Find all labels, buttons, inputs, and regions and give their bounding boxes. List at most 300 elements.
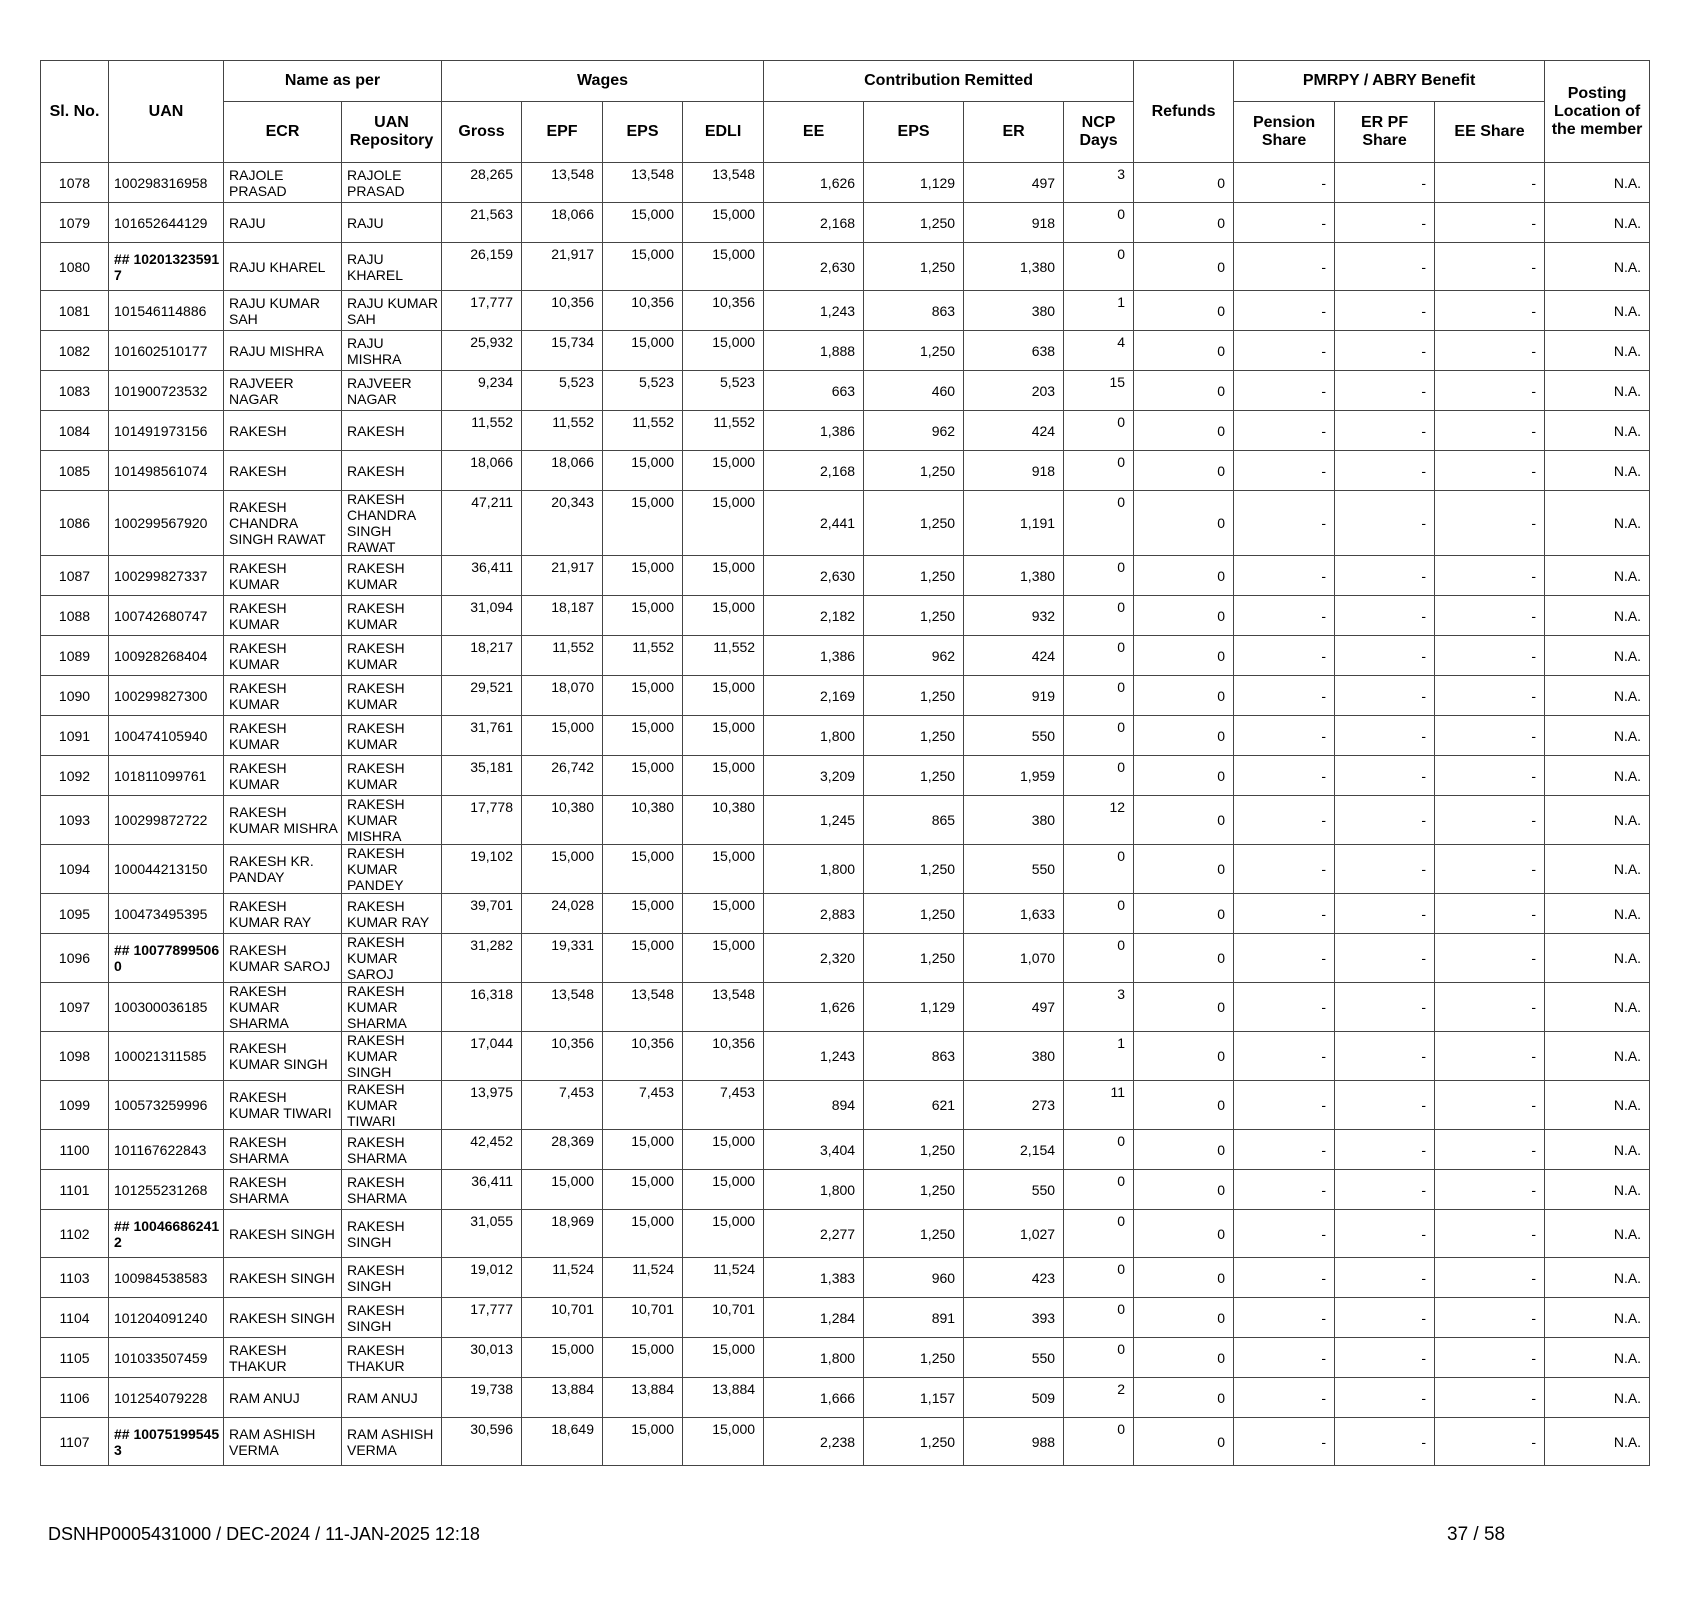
ncp-days-cell: 4 <box>1064 331 1134 371</box>
er-contribution-cell: 424 <box>964 411 1064 451</box>
er-contribution-cell: 932 <box>964 596 1064 636</box>
ncp-days-cell: 0 <box>1064 676 1134 716</box>
posting-location-cell: N.A. <box>1545 716 1650 756</box>
refunds-cell: 0 <box>1134 1378 1234 1418</box>
ncp-days-cell: 0 <box>1064 243 1134 291</box>
eps-contribution-cell: 960 <box>864 1258 964 1298</box>
pension-share-cell: - <box>1234 796 1335 845</box>
er-contribution-cell: 509 <box>964 1378 1064 1418</box>
eps-contribution-cell: 1,250 <box>864 845 964 894</box>
edli-wages-cell: 10,356 <box>683 1032 764 1081</box>
ee-contribution-cell: 1,626 <box>764 163 864 203</box>
eps-contribution-cell: 1,129 <box>864 983 964 1032</box>
ecr-name-cell: RAJU <box>224 203 342 243</box>
epf-wages-cell: 18,969 <box>522 1210 603 1258</box>
ncp-days-cell: 0 <box>1064 756 1134 796</box>
uan-cell: 101602510177 <box>109 331 224 371</box>
posting-location-cell: N.A. <box>1545 636 1650 676</box>
uan-repository-name-cell: RAKESH THAKUR <box>342 1338 442 1378</box>
pension-share-cell: - <box>1234 291 1335 331</box>
pension-share-cell: - <box>1234 1418 1335 1466</box>
table-row <box>41 596 1650 636</box>
er-contribution-cell: 2,154 <box>964 1130 1064 1170</box>
er-contribution-cell: 273 <box>964 1081 1064 1130</box>
ncp-days-cell: 0 <box>1064 596 1134 636</box>
er-pf-share-cell: - <box>1335 676 1435 716</box>
sl-no-cell: 1096 <box>41 934 109 983</box>
refunds-cell: 0 <box>1134 371 1234 411</box>
ecr-name-cell: RAKESH SINGH <box>224 1258 342 1298</box>
edli-wages-cell: 15,000 <box>683 934 764 983</box>
ee-share-cell: - <box>1435 934 1545 983</box>
table-body <box>41 163 1650 1466</box>
epf-wages-cell: 11,524 <box>522 1258 603 1298</box>
ncp-days-cell: 0 <box>1064 934 1134 983</box>
ee-contribution-cell: 894 <box>764 1081 864 1130</box>
eps-wages-cell: 15,000 <box>603 331 683 371</box>
eps-contribution-cell: 1,250 <box>864 1130 964 1170</box>
ecr-name-cell: RAKESH KR. PANDAY <box>224 845 342 894</box>
ncp-days-cell: 0 <box>1064 1418 1134 1466</box>
posting-location-cell: N.A. <box>1545 983 1650 1032</box>
header-edli: EDLI <box>683 102 764 163</box>
gross-wages-cell: 19,738 <box>442 1378 522 1418</box>
ncp-days-cell: 0 <box>1064 203 1134 243</box>
er-pf-share-cell: - <box>1335 163 1435 203</box>
eps-wages-cell: 11,552 <box>603 636 683 676</box>
uan-cell: 100984538583 <box>109 1258 224 1298</box>
ecr-name-cell: RAKESH KUMAR SAROJ <box>224 934 342 983</box>
uan-cell: 101546114886 <box>109 291 224 331</box>
header-eps-contribution: EPS <box>864 102 964 163</box>
edli-wages-cell: 11,524 <box>683 1258 764 1298</box>
uan-repository-name-cell: RAKESH SINGH <box>342 1210 442 1258</box>
er-contribution-cell: 380 <box>964 1032 1064 1081</box>
gross-wages-cell: 17,778 <box>442 796 522 845</box>
er-contribution-cell: 550 <box>964 1170 1064 1210</box>
sl-no-cell: 1104 <box>41 1298 109 1338</box>
ee-share-cell: - <box>1435 716 1545 756</box>
pension-share-cell: - <box>1234 894 1335 934</box>
er-contribution-cell: 550 <box>964 716 1064 756</box>
header-posting-location: Posting Location of the member <box>1545 61 1650 163</box>
er-pf-share-cell: - <box>1335 983 1435 1032</box>
epf-wages-cell: 19,331 <box>522 934 603 983</box>
er-contribution-cell: 638 <box>964 331 1064 371</box>
eps-contribution-cell: 1,250 <box>864 1210 964 1258</box>
edli-wages-cell: 15,000 <box>683 556 764 596</box>
pension-share-cell: - <box>1234 676 1335 716</box>
ee-contribution-cell: 1,800 <box>764 1170 864 1210</box>
eps-wages-cell: 11,552 <box>603 411 683 451</box>
posting-location-cell: N.A. <box>1545 676 1650 716</box>
uan-repository-name-cell: RAKESH KUMAR RAY <box>342 894 442 934</box>
uan-cell: 100298316958 <box>109 163 224 203</box>
er-pf-share-cell: - <box>1335 636 1435 676</box>
er-pf-share-cell: - <box>1335 331 1435 371</box>
er-pf-share-cell: - <box>1335 1378 1435 1418</box>
ee-share-cell: - <box>1435 596 1545 636</box>
ee-share-cell: - <box>1435 983 1545 1032</box>
edli-wages-cell: 15,000 <box>683 1170 764 1210</box>
eps-wages-cell: 13,548 <box>603 163 683 203</box>
header-ecr: ECR <box>224 102 342 163</box>
eps-contribution-cell: 1,250 <box>864 203 964 243</box>
posting-location-cell: N.A. <box>1545 491 1650 556</box>
ee-contribution-cell: 2,320 <box>764 934 864 983</box>
table-row <box>41 556 1650 596</box>
er-contribution-cell: 550 <box>964 845 1064 894</box>
sl-no-cell: 1082 <box>41 331 109 371</box>
eps-wages-cell: 15,000 <box>603 756 683 796</box>
gross-wages-cell: 30,596 <box>442 1418 522 1466</box>
er-contribution-cell: 988 <box>964 1418 1064 1466</box>
eps-wages-cell: 15,000 <box>603 845 683 894</box>
er-pf-share-cell: - <box>1335 796 1435 845</box>
refunds-cell: 0 <box>1134 491 1234 556</box>
uan-repository-name-cell: RAKESH KUMAR <box>342 596 442 636</box>
ee-share-cell: - <box>1435 1258 1545 1298</box>
header-contribution-remitted: Contribution Remitted <box>764 61 1134 102</box>
refunds-cell: 0 <box>1134 1298 1234 1338</box>
posting-location-cell: N.A. <box>1545 1298 1650 1338</box>
uan-repository-name-cell: RAKESH SHARMA <box>342 1130 442 1170</box>
header-uan-repository: UAN Repository <box>342 102 442 163</box>
ee-contribution-cell: 1,800 <box>764 845 864 894</box>
ncp-days-cell: 2 <box>1064 1378 1134 1418</box>
uan-cell: 100573259996 <box>109 1081 224 1130</box>
sl-no-cell: 1086 <box>41 491 109 556</box>
refunds-cell: 0 <box>1134 894 1234 934</box>
eps-contribution-cell: 1,250 <box>864 756 964 796</box>
pension-share-cell: - <box>1234 1170 1335 1210</box>
ecr-name-cell: RAKESH SHARMA <box>224 1130 342 1170</box>
er-pf-share-cell: - <box>1335 1032 1435 1081</box>
gross-wages-cell: 25,932 <box>442 331 522 371</box>
document-reference: DSNHP0005431000 / DEC-2024 / 11-JAN-2025 12:18 <box>48 1524 480 1544</box>
refunds-cell: 0 <box>1134 676 1234 716</box>
sl-no-cell: 1090 <box>41 676 109 716</box>
er-pf-share-cell: - <box>1335 1418 1435 1466</box>
ncp-days-cell: 0 <box>1064 1298 1134 1338</box>
eps-contribution-cell: 962 <box>864 411 964 451</box>
uan-cell: 100299567920 <box>109 491 224 556</box>
pension-share-cell: - <box>1234 203 1335 243</box>
gross-wages-cell: 19,102 <box>442 845 522 894</box>
er-pf-share-cell: - <box>1335 243 1435 291</box>
ecr-name-cell: RAM ANUJ <box>224 1378 342 1418</box>
ee-contribution-cell: 2,277 <box>764 1210 864 1258</box>
epf-wages-cell: 10,356 <box>522 291 603 331</box>
posting-location-cell: N.A. <box>1545 596 1650 636</box>
eps-contribution-cell: 1,250 <box>864 243 964 291</box>
ee-contribution-cell: 2,238 <box>764 1418 864 1466</box>
pension-share-cell: - <box>1234 1258 1335 1298</box>
pension-share-cell: - <box>1234 845 1335 894</box>
er-pf-share-cell: - <box>1335 1258 1435 1298</box>
table-row <box>41 1298 1650 1338</box>
ee-share-cell: - <box>1435 1170 1545 1210</box>
pension-share-cell: - <box>1234 491 1335 556</box>
edli-wages-cell: 15,000 <box>683 1418 764 1466</box>
uan-repository-name-cell: RAKESH SHARMA <box>342 1170 442 1210</box>
posting-location-cell: N.A. <box>1545 756 1650 796</box>
ncp-days-cell: 12 <box>1064 796 1134 845</box>
ee-share-cell: - <box>1435 845 1545 894</box>
sl-no-cell: 1094 <box>41 845 109 894</box>
pension-share-cell: - <box>1234 934 1335 983</box>
posting-location-cell: N.A. <box>1545 451 1650 491</box>
sl-no-cell: 1100 <box>41 1130 109 1170</box>
table-row <box>41 1210 1650 1258</box>
ecr-name-cell: RAJVEER NAGAR <box>224 371 342 411</box>
gross-wages-cell: 39,701 <box>442 894 522 934</box>
posting-location-cell: N.A. <box>1545 1210 1650 1258</box>
table-row <box>41 1378 1650 1418</box>
gross-wages-cell: 18,066 <box>442 451 522 491</box>
epf-wages-cell: 13,884 <box>522 1378 603 1418</box>
ee-contribution-cell: 1,386 <box>764 411 864 451</box>
uan-cell: 100299827300 <box>109 676 224 716</box>
sl-no-cell: 1106 <box>41 1378 109 1418</box>
pension-share-cell: - <box>1234 371 1335 411</box>
ecr-name-cell: RAKESH KUMAR <box>224 676 342 716</box>
sl-no-cell: 1093 <box>41 796 109 845</box>
edli-wages-cell: 15,000 <box>683 716 764 756</box>
sl-no-cell: 1081 <box>41 291 109 331</box>
sl-no-cell: 1087 <box>41 556 109 596</box>
uan-cell: ## 10201323591 7 <box>109 243 224 291</box>
er-contribution-cell: 1,633 <box>964 894 1064 934</box>
ee-share-cell: - <box>1435 676 1545 716</box>
ecr-name-cell: RAJOLE PRASAD <box>224 163 342 203</box>
uan-cell: 101204091240 <box>109 1298 224 1338</box>
header-gross: Gross <box>442 102 522 163</box>
ee-contribution-cell: 1,383 <box>764 1258 864 1298</box>
ecr-name-cell: RAKESH <box>224 451 342 491</box>
ecr-name-cell: RAJU KHAREL <box>224 243 342 291</box>
er-pf-share-cell: - <box>1335 845 1435 894</box>
ee-share-cell: - <box>1435 243 1545 291</box>
er-contribution-cell: 1,959 <box>964 756 1064 796</box>
table-row <box>41 934 1650 983</box>
header-ncp-days: NCP Days <box>1064 102 1134 163</box>
eps-wages-cell: 10,356 <box>603 1032 683 1081</box>
ee-contribution-cell: 3,404 <box>764 1130 864 1170</box>
eps-contribution-cell: 1,250 <box>864 1170 964 1210</box>
header-pension-share: Pension Share <box>1234 102 1335 163</box>
uan-cell: 101652644129 <box>109 203 224 243</box>
posting-location-cell: N.A. <box>1545 1338 1650 1378</box>
refunds-cell: 0 <box>1134 716 1234 756</box>
table-row <box>41 1130 1650 1170</box>
eps-wages-cell: 15,000 <box>603 1418 683 1466</box>
er-pf-share-cell: - <box>1335 716 1435 756</box>
refunds-cell: 0 <box>1134 1032 1234 1081</box>
edli-wages-cell: 15,000 <box>683 451 764 491</box>
ee-contribution-cell: 1,626 <box>764 983 864 1032</box>
epf-wages-cell: 18,066 <box>522 451 603 491</box>
uan-cell: 101811099761 <box>109 756 224 796</box>
table-row <box>41 163 1650 203</box>
ee-share-cell: - <box>1435 1418 1545 1466</box>
uan-repository-name-cell: RAKESH KUMAR MISHRA <box>342 796 442 845</box>
uan-cell: ## 10077899506 0 <box>109 934 224 983</box>
pension-share-cell: - <box>1234 716 1335 756</box>
ncp-days-cell: 0 <box>1064 1338 1134 1378</box>
eps-contribution-cell: 962 <box>864 636 964 676</box>
sl-no-cell: 1084 <box>41 411 109 451</box>
epf-wages-cell: 15,000 <box>522 1170 603 1210</box>
ecr-name-cell: RAKESH SINGH <box>224 1210 342 1258</box>
edli-wages-cell: 15,000 <box>683 1130 764 1170</box>
uan-cell: 101033507459 <box>109 1338 224 1378</box>
er-pf-share-cell: - <box>1335 491 1435 556</box>
eps-wages-cell: 15,000 <box>603 243 683 291</box>
posting-location-cell: N.A. <box>1545 934 1650 983</box>
refunds-cell: 0 <box>1134 451 1234 491</box>
gross-wages-cell: 42,452 <box>442 1130 522 1170</box>
ncp-days-cell: 0 <box>1064 411 1134 451</box>
eps-wages-cell: 15,000 <box>603 1338 683 1378</box>
ee-contribution-cell: 1,888 <box>764 331 864 371</box>
gross-wages-cell: 36,411 <box>442 1170 522 1210</box>
ncp-days-cell: 0 <box>1064 1130 1134 1170</box>
uan-repository-name-cell: RAKESH KUMAR PANDEY <box>342 845 442 894</box>
eps-contribution-cell: 1,157 <box>864 1378 964 1418</box>
edli-wages-cell: 5,523 <box>683 371 764 411</box>
eps-contribution-cell: 1,250 <box>864 894 964 934</box>
uan-cell: 101491973156 <box>109 411 224 451</box>
eps-contribution-cell: 1,250 <box>864 716 964 756</box>
gross-wages-cell: 28,265 <box>442 163 522 203</box>
sl-no-cell: 1079 <box>41 203 109 243</box>
uan-repository-name-cell: RAKESH <box>342 411 442 451</box>
table-row <box>41 1418 1650 1466</box>
ncp-days-cell: 0 <box>1064 1170 1134 1210</box>
table-row <box>41 983 1650 1032</box>
refunds-cell: 0 <box>1134 203 1234 243</box>
refunds-cell: 0 <box>1134 796 1234 845</box>
er-pf-share-cell: - <box>1335 756 1435 796</box>
gross-wages-cell: 16,318 <box>442 983 522 1032</box>
table-row <box>41 291 1650 331</box>
table-row <box>41 331 1650 371</box>
uan-cell: 100021311585 <box>109 1032 224 1081</box>
ecr-name-cell: RAKESH KUMAR <box>224 756 342 796</box>
eps-wages-cell: 15,000 <box>603 556 683 596</box>
refunds-cell: 0 <box>1134 596 1234 636</box>
epf-wages-cell: 11,552 <box>522 411 603 451</box>
er-contribution-cell: 203 <box>964 371 1064 411</box>
edli-wages-cell: 13,884 <box>683 1378 764 1418</box>
ecr-name-cell: RAKESH CHANDRA SINGH RAWAT <box>224 491 342 556</box>
eps-wages-cell: 15,000 <box>603 894 683 934</box>
gross-wages-cell: 11,552 <box>442 411 522 451</box>
ecr-name-cell: RAKESH KUMAR MISHRA <box>224 796 342 845</box>
epf-wages-cell: 21,917 <box>522 243 603 291</box>
refunds-cell: 0 <box>1134 845 1234 894</box>
edli-wages-cell: 15,000 <box>683 756 764 796</box>
ee-contribution-cell: 2,441 <box>764 491 864 556</box>
ee-share-cell: - <box>1435 411 1545 451</box>
eps-contribution-cell: 863 <box>864 291 964 331</box>
er-contribution-cell: 1,027 <box>964 1210 1064 1258</box>
er-contribution-cell: 918 <box>964 203 1064 243</box>
ncp-days-cell: 0 <box>1064 451 1134 491</box>
pension-share-cell: - <box>1234 243 1335 291</box>
uan-cell: 100474105940 <box>109 716 224 756</box>
edli-wages-cell: 11,552 <box>683 636 764 676</box>
posting-location-cell: N.A. <box>1545 1170 1650 1210</box>
uan-repository-name-cell: RAJU <box>342 203 442 243</box>
gross-wages-cell: 31,761 <box>442 716 522 756</box>
gross-wages-cell: 19,012 <box>442 1258 522 1298</box>
header-er: ER <box>964 102 1064 163</box>
ee-share-cell: - <box>1435 756 1545 796</box>
ncp-days-cell: 1 <box>1064 291 1134 331</box>
table-row <box>41 1032 1650 1081</box>
ecr-name-cell: RAKESH <box>224 411 342 451</box>
ncp-days-cell: 3 <box>1064 983 1134 1032</box>
eps-contribution-cell: 891 <box>864 1298 964 1338</box>
eps-contribution-cell: 1,250 <box>864 676 964 716</box>
refunds-cell: 0 <box>1134 1130 1234 1170</box>
er-pf-share-cell: - <box>1335 371 1435 411</box>
pension-share-cell: - <box>1234 556 1335 596</box>
eps-wages-cell: 15,000 <box>603 1130 683 1170</box>
uan-repository-name-cell: RAJU MISHRA <box>342 331 442 371</box>
sl-no-cell: 1080 <box>41 243 109 291</box>
gross-wages-cell: 31,055 <box>442 1210 522 1258</box>
ecr-name-cell: RAJU MISHRA <box>224 331 342 371</box>
posting-location-cell: N.A. <box>1545 556 1650 596</box>
epf-wages-cell: 18,187 <box>522 596 603 636</box>
eps-wages-cell: 15,000 <box>603 1170 683 1210</box>
uan-repository-name-cell: RAKESH KUMAR <box>342 636 442 676</box>
table-row <box>41 756 1650 796</box>
epf-wages-cell: 15,734 <box>522 331 603 371</box>
sl-no-cell: 1097 <box>41 983 109 1032</box>
refunds-cell: 0 <box>1134 934 1234 983</box>
ecr-name-cell: RAKESH KUMAR RAY <box>224 894 342 934</box>
pension-share-cell: - <box>1234 451 1335 491</box>
er-pf-share-cell: - <box>1335 291 1435 331</box>
table-row <box>41 845 1650 894</box>
eps-contribution-cell: 1,250 <box>864 491 964 556</box>
ncp-days-cell: 0 <box>1064 556 1134 596</box>
epf-wages-cell: 28,369 <box>522 1130 603 1170</box>
edli-wages-cell: 15,000 <box>683 1210 764 1258</box>
eps-contribution-cell: 1,250 <box>864 331 964 371</box>
pension-share-cell: - <box>1234 1032 1335 1081</box>
ee-contribution-cell: 2,169 <box>764 676 864 716</box>
epf-wages-cell: 18,066 <box>522 203 603 243</box>
sl-no-cell: 1089 <box>41 636 109 676</box>
posting-location-cell: N.A. <box>1545 1418 1650 1466</box>
er-pf-share-cell: - <box>1335 556 1435 596</box>
ecr-name-cell: RAJU KUMAR SAH <box>224 291 342 331</box>
pension-share-cell: - <box>1234 1338 1335 1378</box>
gross-wages-cell: 17,777 <box>442 1298 522 1338</box>
er-pf-share-cell: - <box>1335 1210 1435 1258</box>
pension-share-cell: - <box>1234 1210 1335 1258</box>
posting-location-cell: N.A. <box>1545 411 1650 451</box>
pension-share-cell: - <box>1234 411 1335 451</box>
epf-wages-cell: 10,701 <box>522 1298 603 1338</box>
header-pmrpy-abry: PMRPY / ABRY Benefit <box>1234 61 1545 102</box>
ecr-name-cell: RAKESH KUMAR <box>224 716 342 756</box>
